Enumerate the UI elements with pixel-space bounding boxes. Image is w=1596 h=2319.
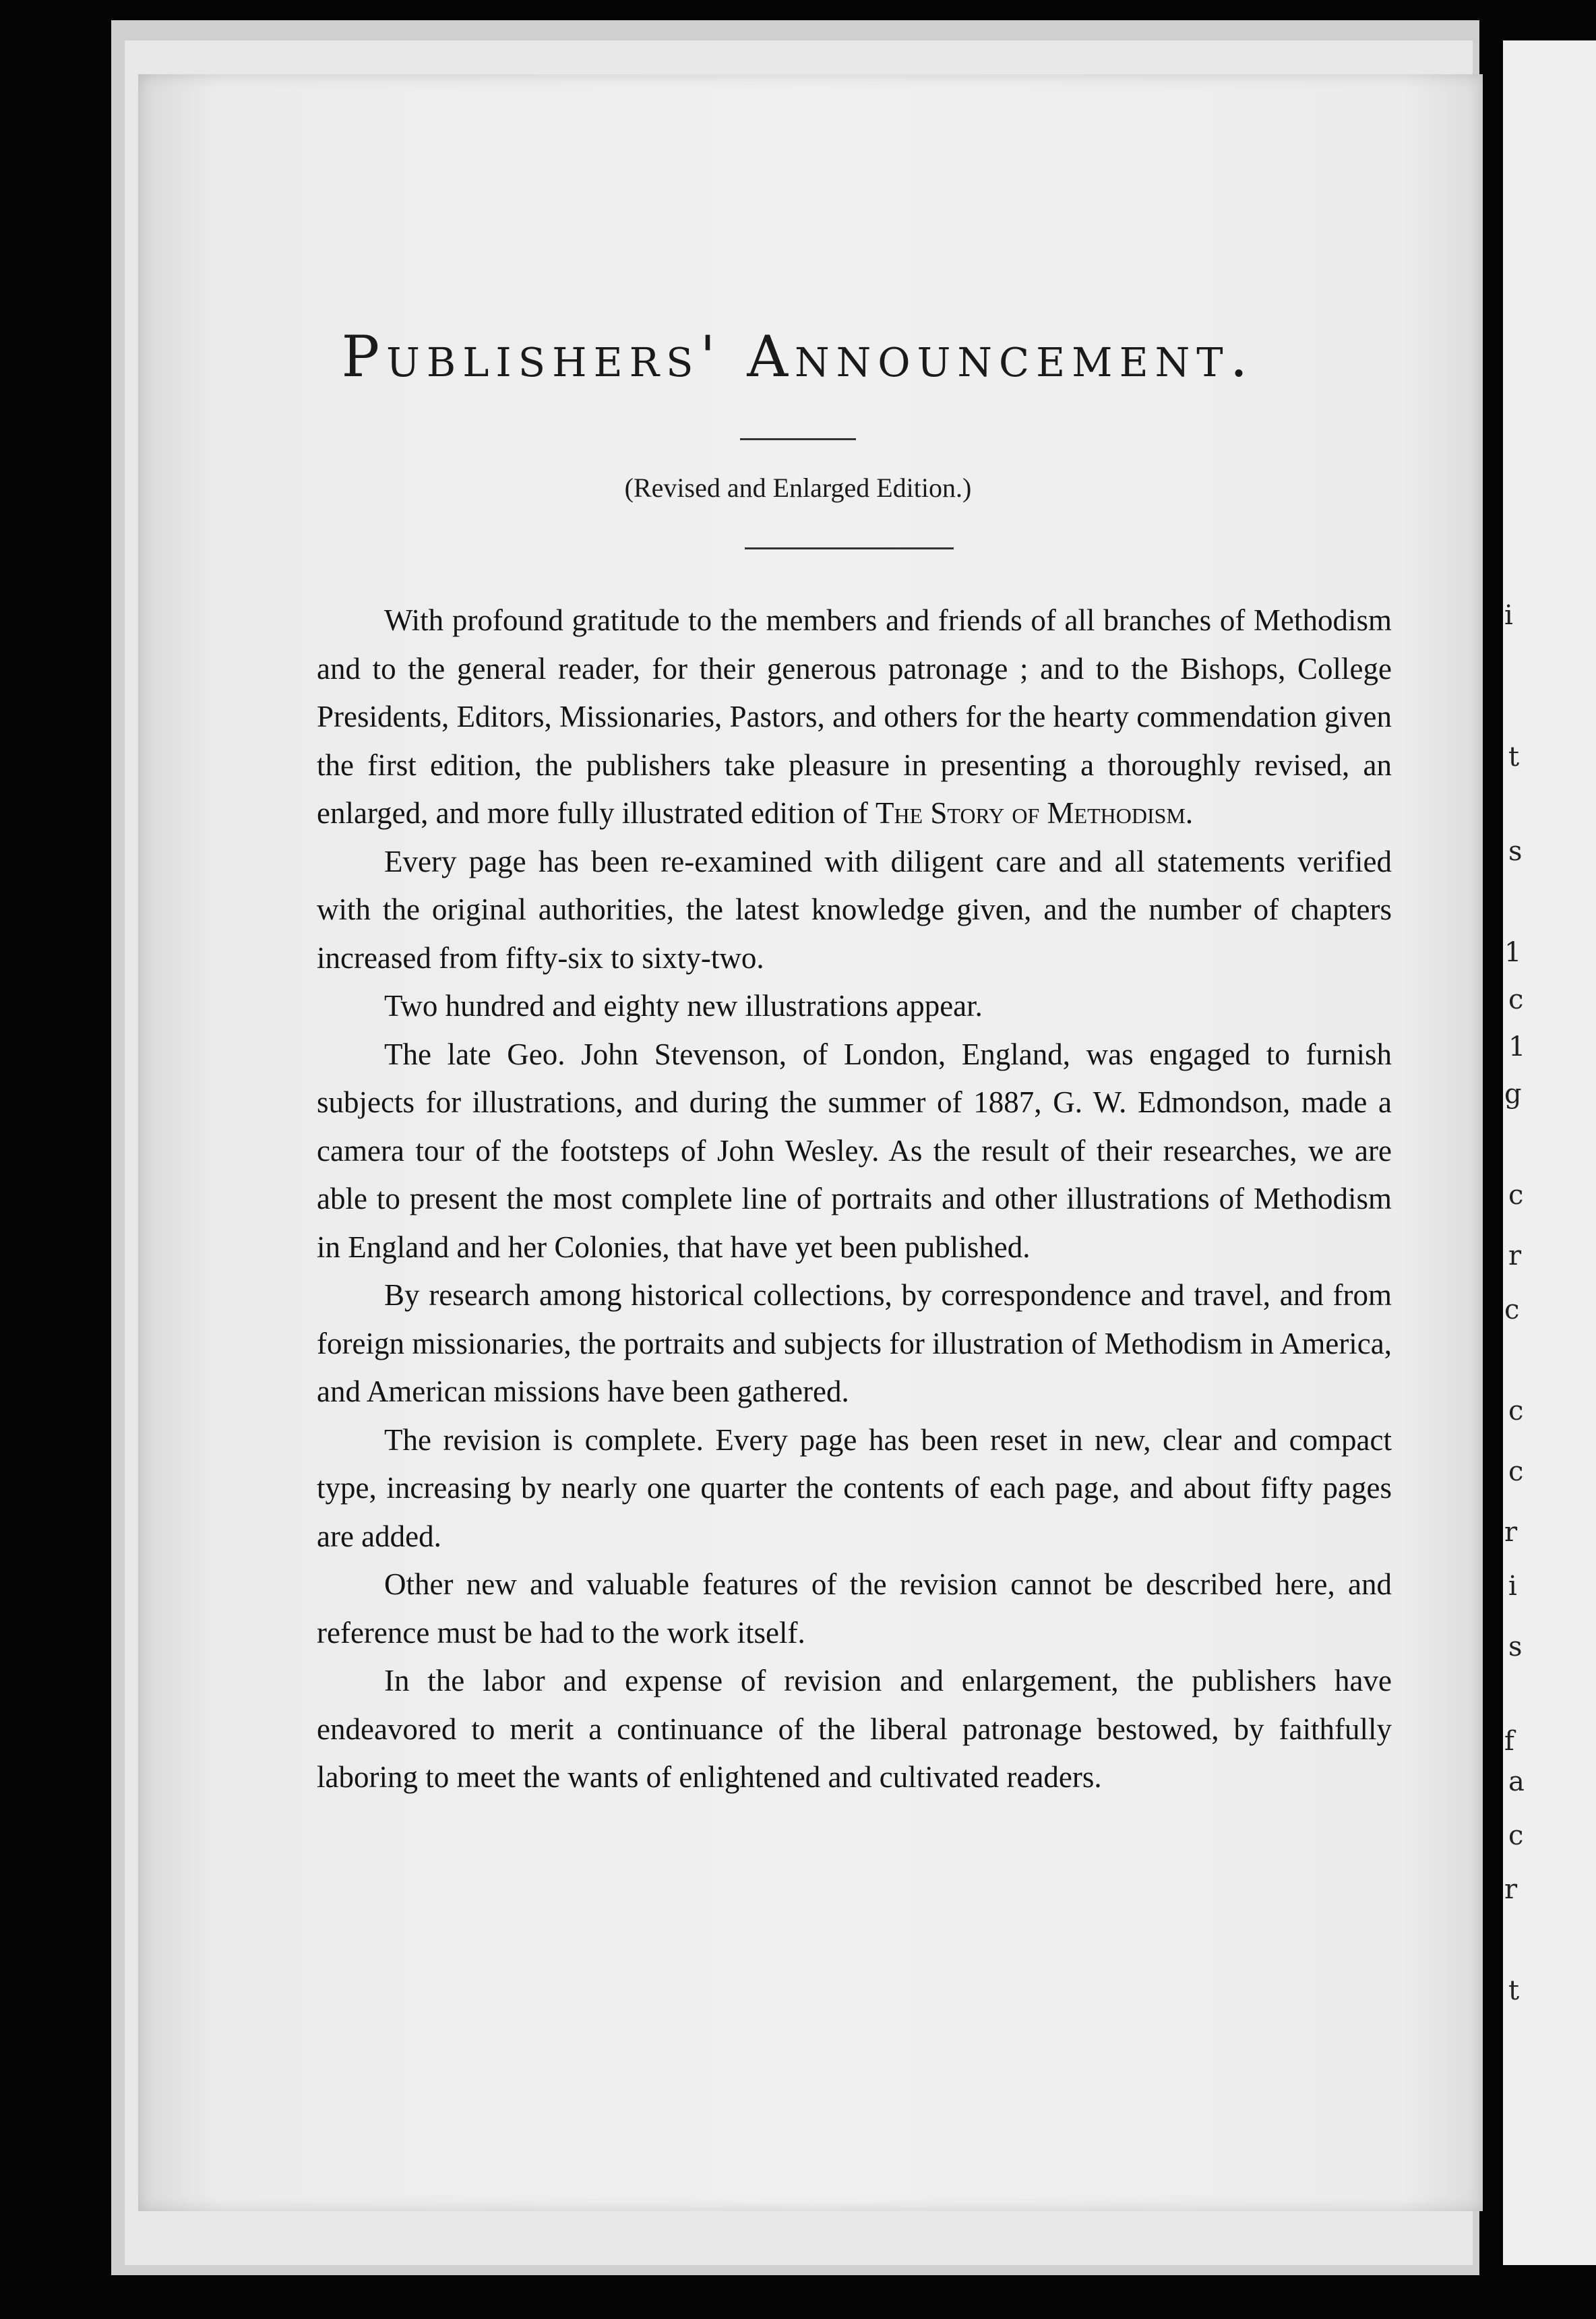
adjacent-page-letter: r bbox=[1508, 1240, 1522, 1271]
announcement-body bbox=[317, 597, 1392, 1802]
paragraph-2: Every page has been re-examined with diligent care and all statements verified with the original authorities, the latest knowledge given, and the number of chapters increased from fifty-six to sixty-two. bbox=[317, 844, 1392, 975]
adjacent-page-letter: c bbox=[1508, 1180, 1524, 1211]
paragraph-1 bbox=[317, 597, 1392, 838]
paragraph-1-end: . bbox=[1185, 796, 1194, 830]
paragraph-5: By research among historical collections, by correspondence and travel, and from foreign missionaries, the portraits and subjects for illustration of Methodism in America, and American missions have been gathered. bbox=[317, 1278, 1392, 1408]
paragraph-6: The revision is complete. Every page has been reset in new, clear and compact type, increasing by nearly one quarter the contents of each page, and about fifty pages are added. bbox=[317, 1422, 1392, 1553]
adjacent-page-letter: a bbox=[1508, 1766, 1525, 1797]
adjacent-page-letter: t bbox=[1508, 1975, 1520, 2006]
adjacent-page-letter: s bbox=[1508, 1631, 1523, 1662]
edition-subtitle: (Revised and Enlarged Edition.) bbox=[624, 473, 972, 503]
adjacent-page-letter: r bbox=[1504, 1517, 1518, 1548]
adjacent-page-letter: g bbox=[1504, 1079, 1522, 1110]
adjacent-page-letter: s bbox=[1508, 836, 1523, 867]
adjacent-page-letter: t bbox=[1508, 742, 1520, 773]
adjacent-page-letter: f bbox=[1504, 1726, 1514, 1757]
adjacent-page-letter: c bbox=[1508, 984, 1524, 1015]
adjacent-page-letter: i bbox=[1508, 1571, 1517, 1602]
adjacent-page-letter: c bbox=[1504, 1294, 1520, 1325]
adjacent-page-letter: i bbox=[1504, 600, 1513, 631]
subtitle-divider-rule bbox=[745, 547, 954, 549]
paragraph-4: The late Geo. John Stevenson, of London, England, was engaged to furnish subjects for illustrations, and during the summer of 1887, G. W. Edmondson, made a camera tour of the footsteps of John Wesley. As the result of their researches, we are able to present the most complete line of portraits and other illustrations of Methodism in England and her Colonies, that have yet been published. bbox=[317, 1037, 1392, 1264]
adjacent-page-letter: c bbox=[1508, 1395, 1524, 1426]
paragraph-1-text: With profound gratitude to the members and friends of all branches of Methodism and to the general reader, for their generous patronage ; and to the Bishops, College Presidents, Editors, Missionaries, Pastors, and others for the hearty commendation given the first edition, the publishers take pleasure in presenting a thoroughly revised, an enlarged, and more fully illustrated edition of bbox=[317, 603, 1392, 830]
adjacent-page-letter: c bbox=[1508, 1456, 1524, 1487]
paragraph-7: Other new and valuable features of the revision cannot be described here, and reference must be had to the work itself. bbox=[317, 1567, 1392, 1650]
title-divider-rule bbox=[740, 438, 856, 440]
paragraph-3: Two hundred and eighty new illustrations appear. bbox=[384, 989, 983, 1023]
book-title: The Story of Methodism bbox=[875, 796, 1186, 830]
adjacent-page-letter: 1 bbox=[1504, 937, 1522, 968]
page-title: Publishers' Announcement. bbox=[341, 324, 1255, 390]
adjacent-page-letter: 1 bbox=[1508, 1031, 1526, 1062]
adjacent-page-letter: r bbox=[1504, 1874, 1518, 1905]
paragraph-8: In the labor and expense of revision and enlargement, the publishers have endeavored to merit a continuance of the liberal patronage bestowed, by faithfully laboring to meet the wants of enlightened and cultivated readers. bbox=[317, 1664, 1392, 1794]
adjacent-page-letter: c bbox=[1508, 1820, 1524, 1851]
